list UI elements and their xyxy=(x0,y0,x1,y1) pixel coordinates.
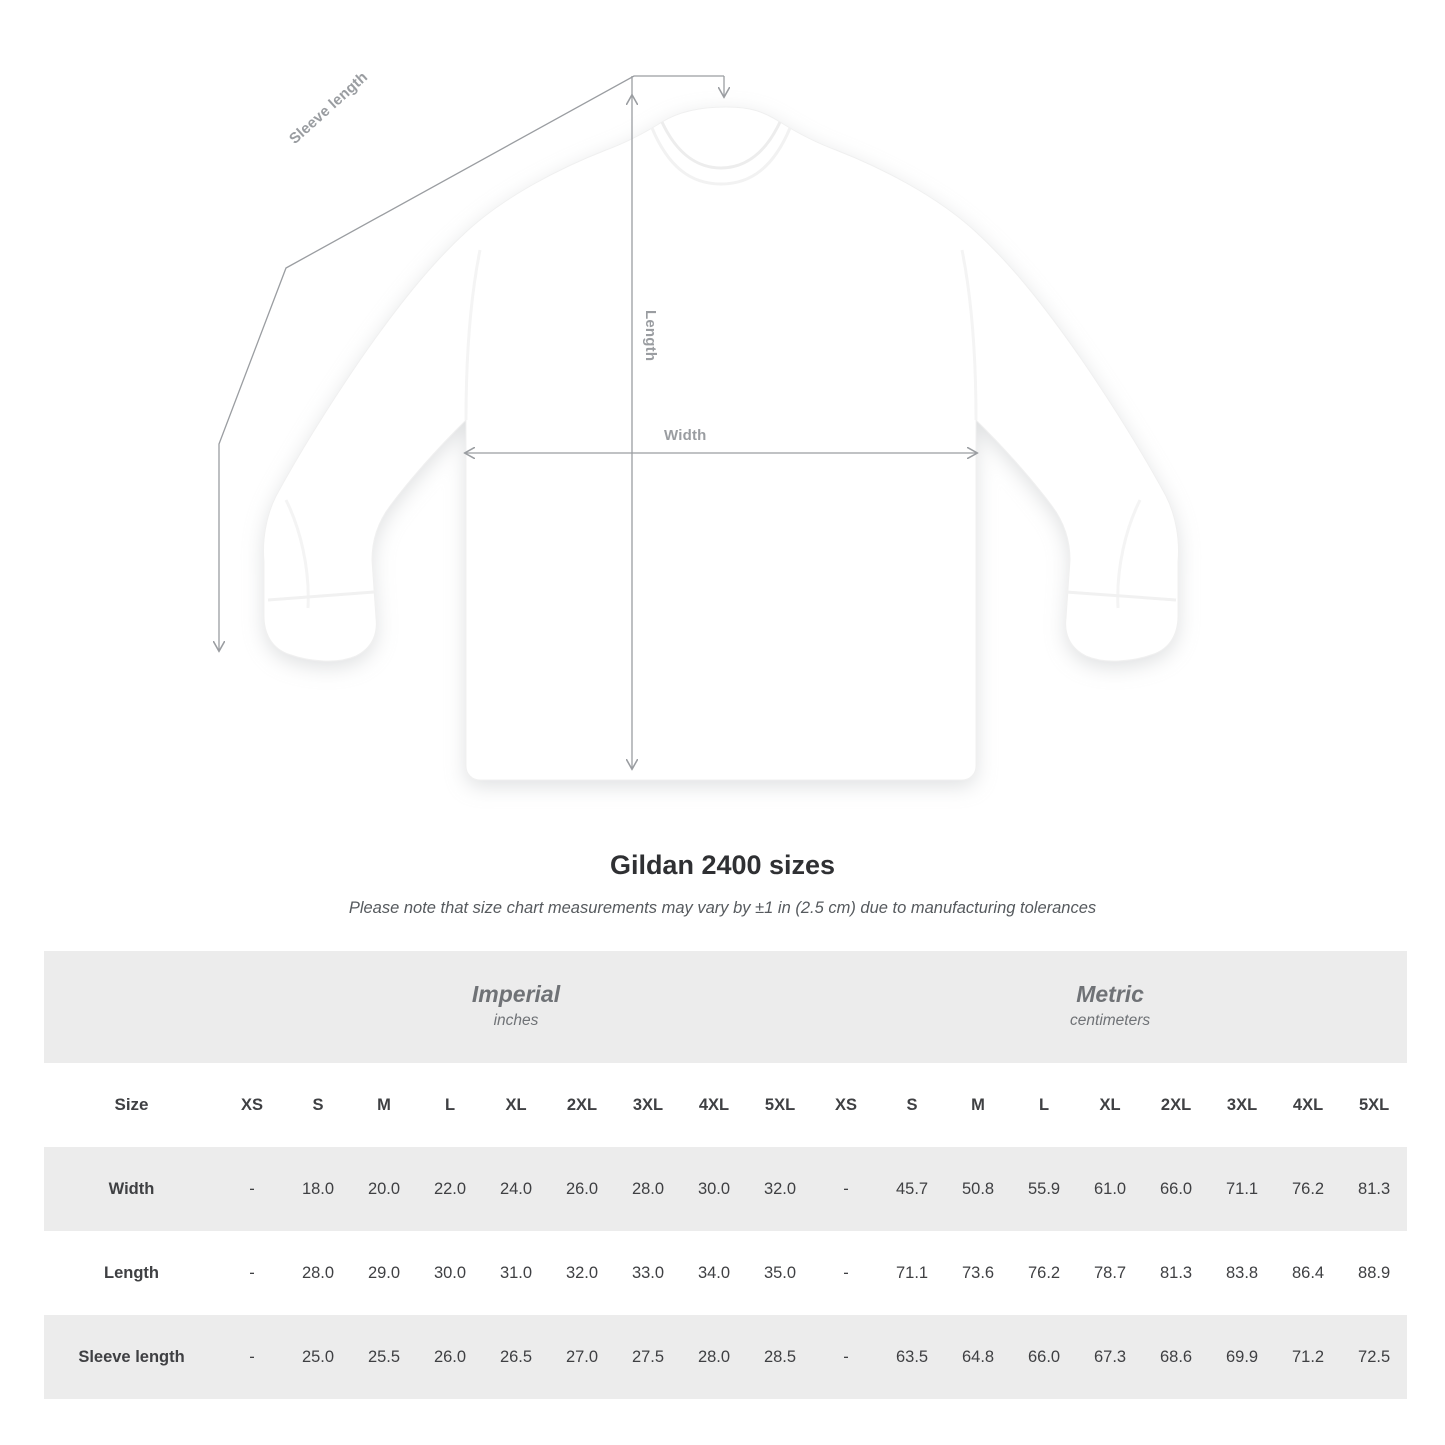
size-header-imperial-2xl: 2XL xyxy=(549,1063,615,1147)
tolerance-note: Please note that size chart measurements may vary by ±1 in (2.5 cm) due to manufacturing tolerances xyxy=(348,899,1097,917)
cell-length-imperial-xs: - xyxy=(249,1263,255,1282)
cell-width-metric-s: 45.7 xyxy=(879,1147,945,1231)
cell-width-metric-m: 50.8 xyxy=(945,1147,1011,1231)
cell-length-metric-3xl: 83.8 xyxy=(1225,1263,1259,1282)
size-header-imperial-4xl: 4XL xyxy=(681,1063,747,1147)
cell-width-metric-xs: - xyxy=(813,1147,879,1231)
imperial-group-header xyxy=(219,951,813,1063)
size-header-imperial-l: L xyxy=(417,1063,483,1147)
size-header-imperial-xl: XL xyxy=(483,1063,549,1147)
cell-width-metric-4xl: 76.2 xyxy=(1275,1147,1341,1231)
cell-sleeve-metric-xl: 67.3 xyxy=(1077,1315,1143,1399)
cell-width-imperial-s: 18.0 xyxy=(285,1147,351,1231)
size-header-label: Size xyxy=(44,1063,219,1147)
cell-sleeve-imperial-4xl: 28.0 xyxy=(681,1315,747,1399)
size-header-metric-4xl: 4XL xyxy=(1275,1063,1341,1147)
cell-length-imperial-3xl: 33.0 xyxy=(631,1263,665,1282)
cell-width-imperial-m: 20.0 xyxy=(351,1147,417,1231)
size-header-imperial-s: S xyxy=(285,1063,351,1147)
row-label-length: Length xyxy=(104,1263,159,1282)
cell-sleeve-imperial-2xl: 27.0 xyxy=(549,1315,615,1399)
size-header-metric-5xl: 5XL xyxy=(1341,1063,1407,1147)
cell-width-metric-l: 55.9 xyxy=(1011,1147,1077,1231)
cell-length-metric-4xl: 86.4 xyxy=(1291,1263,1325,1282)
cell-sleeve-imperial-xl: 26.5 xyxy=(483,1315,549,1399)
size-header-metric-3xl: 3XL xyxy=(1209,1063,1275,1147)
sleeve-length-label: Sleeve length xyxy=(286,68,372,148)
cell-width-metric-3xl: 71.1 xyxy=(1209,1147,1275,1231)
width-label: Width xyxy=(664,427,707,444)
cell-width-imperial-2xl: 26.0 xyxy=(549,1147,615,1231)
size-header-metric-xl: XL xyxy=(1077,1063,1143,1147)
cell-sleeve-imperial-5xl: 28.5 xyxy=(747,1315,813,1399)
size-table-wrapper xyxy=(44,951,1401,1399)
cell-width-imperial-xl: 24.0 xyxy=(483,1147,549,1231)
cell-width-metric-5xl: 81.3 xyxy=(1341,1147,1407,1231)
size-header-row xyxy=(44,1063,1407,1147)
cell-width-imperial-4xl: 30.0 xyxy=(681,1147,747,1231)
cell-sleeve-imperial-l: 26.0 xyxy=(417,1315,483,1399)
cell-sleeve-metric-4xl: 71.2 xyxy=(1275,1315,1341,1399)
table-row xyxy=(44,1231,1407,1315)
cell-sleeve-metric-5xl: 72.5 xyxy=(1341,1315,1407,1399)
cell-length-metric-2xl: 81.3 xyxy=(1159,1263,1193,1282)
table-row xyxy=(44,1315,1407,1399)
cell-length-imperial-5xl: 35.0 xyxy=(763,1263,797,1282)
row-label-sleeve-length: Sleeve length xyxy=(44,1315,219,1399)
cell-sleeve-metric-s: 63.5 xyxy=(879,1315,945,1399)
cell-length-imperial-s: 28.0 xyxy=(301,1263,335,1282)
size-header-metric-xs: XS xyxy=(813,1063,879,1147)
metric-group-name: Metric xyxy=(1076,981,1144,1008)
cell-sleeve-imperial-xs: - xyxy=(219,1315,285,1399)
cell-width-imperial-l: 22.0 xyxy=(417,1147,483,1231)
size-table xyxy=(44,951,1407,1399)
size-header-metric-s: S xyxy=(879,1063,945,1147)
cell-length-imperial-xl: 31.0 xyxy=(499,1263,533,1282)
cell-sleeve-metric-l: 66.0 xyxy=(1011,1315,1077,1399)
size-header-imperial-xs: XS xyxy=(219,1063,285,1147)
cell-sleeve-metric-3xl: 69.9 xyxy=(1209,1315,1275,1399)
cell-length-imperial-4xl: 34.0 xyxy=(697,1263,731,1282)
cell-width-metric-2xl: 66.0 xyxy=(1143,1147,1209,1231)
unit-row-spacer xyxy=(44,951,219,1063)
size-header-imperial-5xl: 5XL xyxy=(747,1063,813,1147)
size-header-metric-l: L xyxy=(1011,1063,1077,1147)
size-header-imperial-m: M xyxy=(351,1063,417,1147)
cell-length-metric-5xl: 88.9 xyxy=(1358,1263,1391,1282)
cell-length-imperial-l: 30.0 xyxy=(433,1263,467,1282)
table-row xyxy=(44,1147,1407,1231)
cell-sleeve-imperial-s: 25.0 xyxy=(285,1315,351,1399)
cell-length-metric-m: 73.6 xyxy=(961,1263,995,1282)
cell-sleeve-imperial-m: 25.5 xyxy=(351,1315,417,1399)
length-label: Length xyxy=(642,310,659,362)
row-label-width: Width xyxy=(44,1147,219,1231)
cell-width-imperial-3xl: 28.0 xyxy=(615,1147,681,1231)
cell-sleeve-metric-m: 64.8 xyxy=(945,1315,1011,1399)
cell-width-imperial-5xl: 32.0 xyxy=(747,1147,813,1231)
cell-length-metric-xs: - xyxy=(843,1263,849,1282)
imperial-group-unit: inches xyxy=(493,1011,539,1029)
cell-length-metric-xl: 78.7 xyxy=(1093,1263,1127,1282)
imperial-group-name: Imperial xyxy=(471,981,561,1008)
cell-sleeve-metric-2xl: 68.6 xyxy=(1143,1315,1209,1399)
cell-width-imperial-xs: - xyxy=(219,1147,285,1231)
cell-length-metric-s: 71.1 xyxy=(895,1263,929,1282)
unit-header-row xyxy=(44,951,1407,1063)
cell-width-metric-xl: 61.0 xyxy=(1077,1147,1143,1231)
metric-group-header xyxy=(813,951,1407,1063)
cell-sleeve-imperial-3xl: 27.5 xyxy=(615,1315,681,1399)
cell-length-imperial-2xl: 32.0 xyxy=(565,1263,599,1282)
cell-length-imperial-m: 29.0 xyxy=(367,1263,401,1282)
title-block xyxy=(0,850,1445,918)
cell-sleeve-metric-xs: - xyxy=(813,1315,879,1399)
page-title: Gildan 2400 sizes xyxy=(609,850,836,880)
size-header-metric-m: M xyxy=(945,1063,1011,1147)
size-header-metric-2xl: 2XL xyxy=(1143,1063,1209,1147)
size-header-imperial-3xl: 3XL xyxy=(615,1063,681,1147)
metric-group-unit: centimeters xyxy=(1070,1011,1151,1029)
cell-length-metric-l: 76.2 xyxy=(1027,1263,1061,1282)
